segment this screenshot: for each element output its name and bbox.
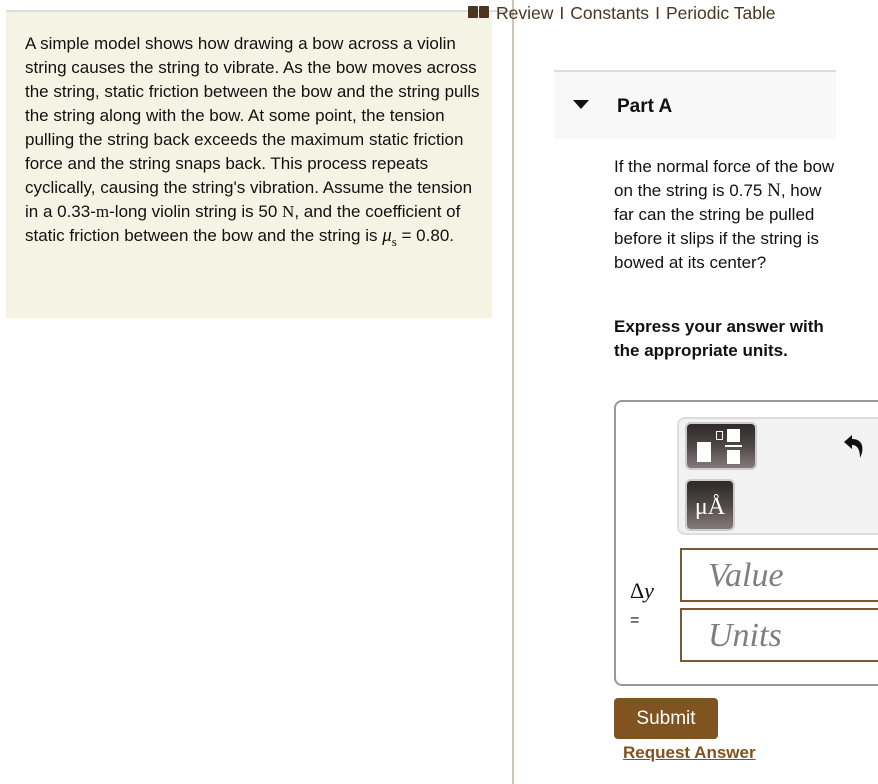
answer-instruction: Express your answer with the appropriate units. [614, 317, 824, 360]
part-a-header[interactable] [554, 70, 836, 139]
question-text: If the normal force of the bow on the string is 0.75 N, how far can the string be pulled before it slips if the string is bowed at its center? [614, 157, 835, 272]
units-field[interactable] [680, 608, 878, 662]
constants-link[interactable]: Constants [570, 3, 650, 23]
review-link[interactable]: Review [496, 3, 554, 23]
equals-sign: = [630, 612, 640, 629]
value-field[interactable] [680, 548, 878, 602]
templates-button[interactable] [685, 422, 757, 470]
units-input[interactable] [682, 610, 878, 662]
column-divider [512, 0, 514, 784]
resource-links [468, 3, 776, 24]
units-button[interactable]: μÅ [685, 479, 735, 531]
request-answer-link[interactable]: Request Answer [623, 743, 756, 762]
book-icon [468, 6, 490, 18]
periodic-table-link[interactable]: Periodic Table [665, 3, 776, 23]
problem-intro-text: A simple model shows how drawing a bow across a violin string causes the string to vibrate. As the bow moves across the string, static friction between the bow and the string pulls the string along with the bow. At some point, the tension pulling the string back exceeds the maximum static friction force and the string snaps back. This process repeats cyclically, causing the string's vibration. Assume the tension in a 0.33-m-long violin string is 50 N, and the coefficient of static friction between the bow and the string is $\mu_s = 0.80$. [25, 34, 480, 249]
part-title: Part A [617, 96, 673, 117]
submit-button[interactable]: Submit [614, 698, 718, 739]
value-input[interactable] [682, 550, 878, 602]
problem-intro-panel [6, 12, 492, 318]
link-separator: I [655, 3, 660, 23]
collapse-triangle-icon[interactable] [573, 100, 589, 109]
mu-symbol: $\mu_s$ [382, 225, 397, 249]
undo-icon[interactable] [842, 433, 866, 459]
variable-label: Δy [630, 578, 654, 603]
link-separator: I [559, 3, 565, 23]
